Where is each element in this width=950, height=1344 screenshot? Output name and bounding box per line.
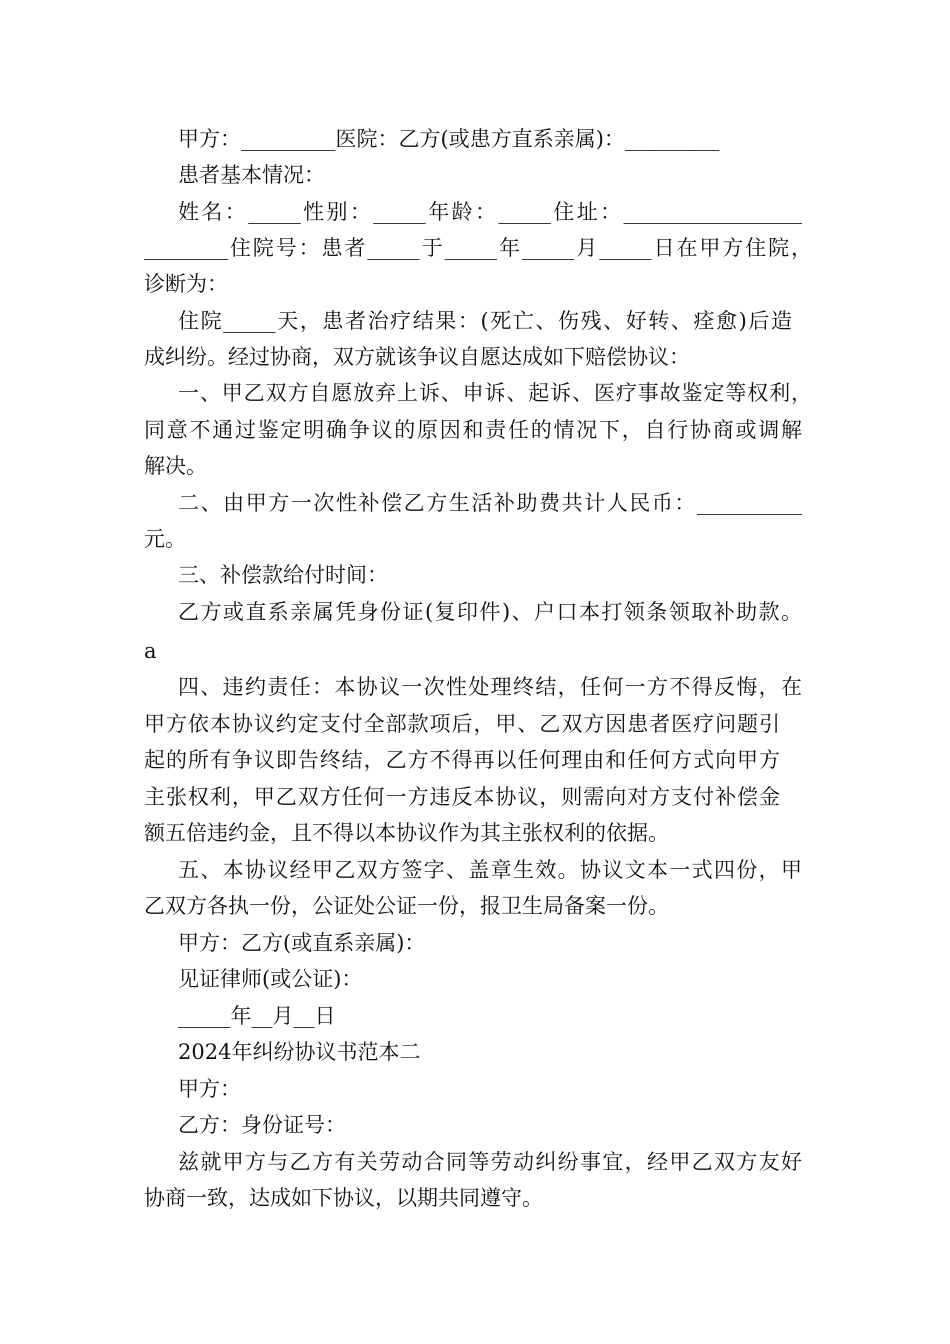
clause-3-heading: 三、补偿款给付时间： — [178, 563, 388, 587]
clause-5-line-2: 乙双方各执一份，公证处公证一份，报卫生局备案一份。 — [144, 894, 669, 918]
stray-letter: a — [144, 639, 157, 663]
signature-parties-line: 甲方：乙方(或直系亲属)： — [178, 931, 426, 955]
clause-4-line-3: 起的所有争议即告终结，乙方不得再以任何理由和任何方式向甲方 — [144, 748, 780, 772]
template-two-party-a: 甲方： — [178, 1077, 241, 1101]
treatment-result-line: 住院_____天，患者治疗结果：(死亡、伤残、好转、痊愈)后造 — [178, 309, 792, 333]
diagnosis-line: 诊断为： — [144, 272, 228, 296]
witness-line: 见证律师(或公证)： — [178, 967, 363, 991]
admission-line: ________住院号：患者_____于_____年_____月_____日在甲方住院， — [144, 236, 812, 260]
patient-info-heading: 患者基本情况： — [178, 163, 325, 187]
clause-2-line-2: 元。 — [144, 527, 186, 551]
date-line: _____年__月__日 — [178, 1004, 336, 1028]
clause-4-line-2: 甲方依本协议约定支付全部款项后，甲、乙双方因患者医疗问题引 — [144, 712, 780, 736]
clause-1-line-3: 解决。 — [144, 454, 207, 478]
clause-3-body: 乙方或直系亲属凭身份证(复印件)、户口本打领条领取补助款。 — [178, 600, 802, 624]
clause-5-line-1: 五、本协议经甲乙双方签字、盖章生效。协议文本一式四份，甲 — [178, 858, 802, 882]
clause-4-line-1: 四、违约责任：本协议一次性处理终结，任何一方不得反悔，在 — [178, 675, 802, 699]
clause-4-line-5: 额五倍违约金，且不得以本协议作为其主张权利的依据。 — [144, 821, 669, 845]
clause-1-line-1: 一、甲乙双方自愿放弃上诉、申诉、起诉、医疗事故鉴定等权利， — [178, 381, 812, 405]
clause-4-line-4: 主张权利，甲乙双方任何一方违反本协议，则需向对方支付补偿金 — [144, 785, 780, 809]
template-two-intro-line-2: 协商一致，达成如下协议，以期共同遵守。 — [144, 1186, 543, 1210]
clause-2-line-1: 二、由甲方一次性补偿乙方生活补助费共计人民币：__________ — [178, 491, 802, 515]
template-two-title: 2024年纠纷协议书范本二 — [178, 1040, 421, 1064]
template-two-intro-line-1: 兹就甲方与乙方有关劳动合同等劳动纠纷事宜，经甲乙双方友好 — [178, 1150, 802, 1174]
agreement-intro-line: 成纠纷。经过协商，双方就该争议自愿达成如下赔偿协议： — [144, 345, 690, 369]
party-a-hospital-line: 甲方：_________医院：乙方(或患方直系亲属)：_________ — [178, 127, 720, 151]
template-two-party-b: 乙方：身份证号： — [178, 1113, 346, 1137]
clause-1-line-2: 同意不通过鉴定明确争议的原因和责任的情况下，自行协商或调解 — [144, 418, 802, 442]
patient-name-line: 姓名：_____性别：_____年龄：_____住址：_________________ — [178, 200, 802, 224]
